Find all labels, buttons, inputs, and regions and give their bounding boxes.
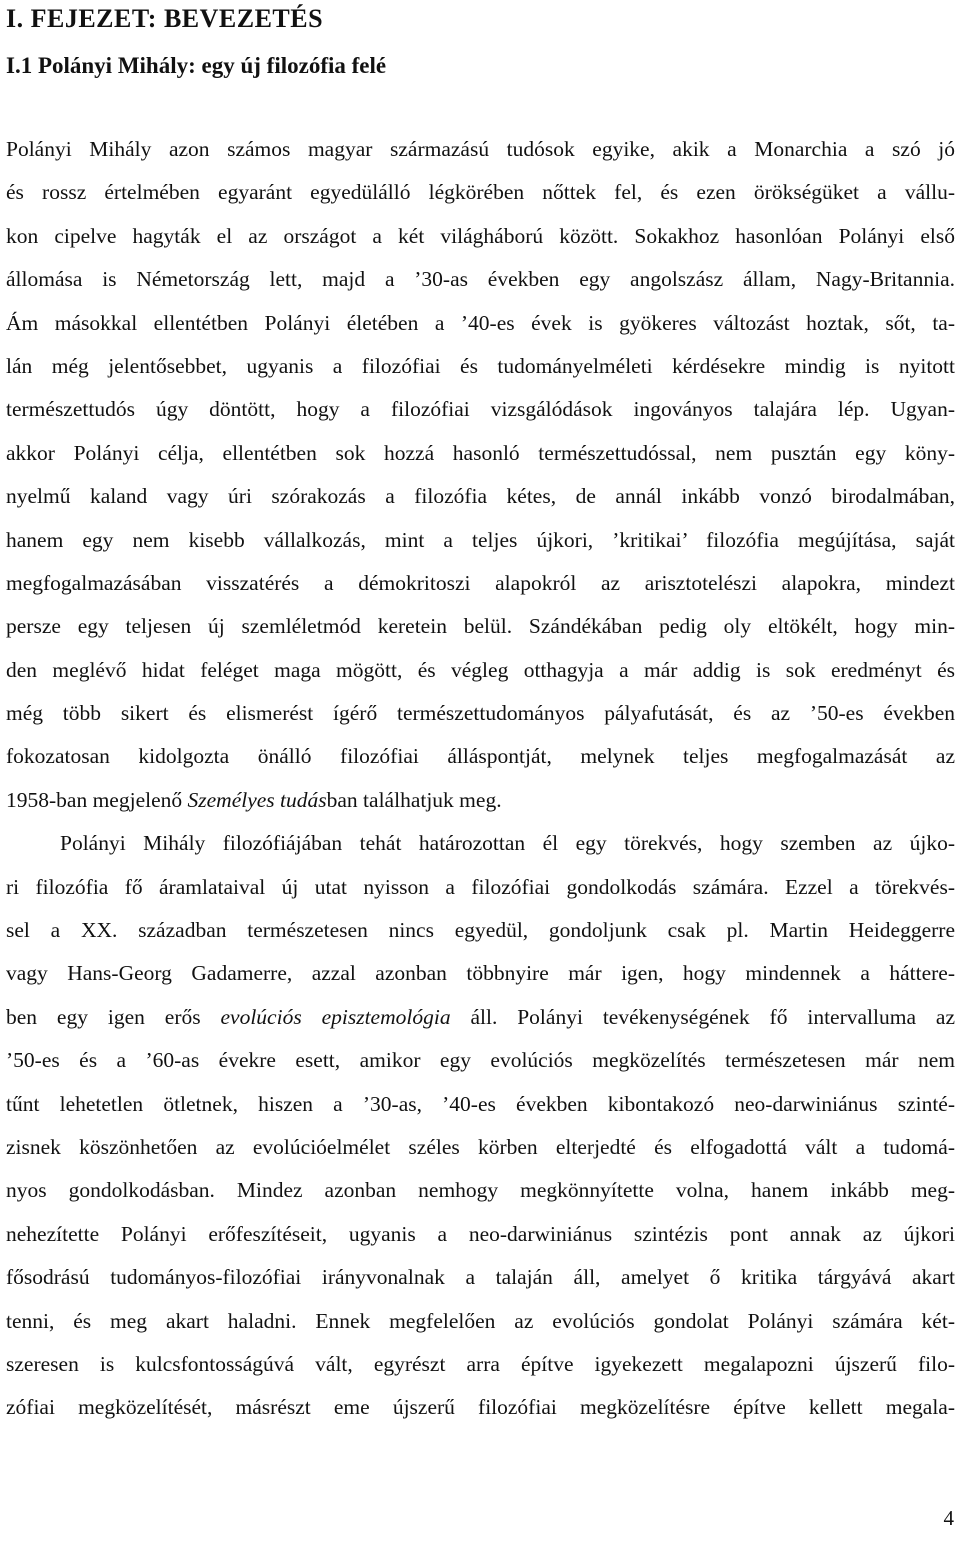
text-line: megfogalmazásában visszatérés a démokritoszi alapokról az arisztotelészi alapokra, mindezt <box>6 570 955 595</box>
text-line: persze egy teljesen új szemléletmód keretein belül. Szándékában pedig oly eltökélt, hogy min- <box>6 614 955 639</box>
text-fragment: áll. Polányi tevékenységének fő intervalluma az <box>450 1004 955 1029</box>
text-line: Ám másokkal ellentétben Polányi életében a ’40-es évek is gyökeres változást hoztak, sőt, ta- <box>6 310 955 335</box>
text-fragment: ben egy igen erős <box>6 1004 221 1029</box>
text-line: nehezítette Polányi erőfeszítéseit, ugyanis a neo-darwiniánus szintézis pont annak az újkori <box>6 1221 955 1246</box>
body-text <box>6 128 955 1430</box>
text-line: lán még jelentősebbet, ugyanis a filozófiai és tudományelméleti kérdésekre mindig is nyitott <box>6 353 955 378</box>
text-line <box>6 779 955 822</box>
text-line: szeresen is kulcsfontosságúvá vált, egyrészt arra építve igyekezett megalapozni újszerű filo- <box>6 1351 955 1376</box>
text-line: Polányi Mihály filozófiájában tehát határozottan él egy törekvés, hogy szemben az újko- <box>60 831 955 856</box>
text-line: ’50-es és a ’60-as évekre esett, amikor egy evolúciós megközelítés természetesen már nem <box>6 1048 955 1073</box>
text-line <box>6 996 955 1039</box>
section-title: I.1 Polányi Mihály: egy új filozófia felé <box>6 53 387 78</box>
text-line: tenni, és meg akart haladni. Ennek megfelelően az evolúciós gondolat Polányi számára két- <box>6 1308 955 1333</box>
text-line: ri filozófia fő áramlataival új utat nyisson a filozófiai gondolkodás számára. Ezzel a törekvés- <box>6 874 955 899</box>
text-line: sel a XX. században természetesen nincs egyedül, gondoljunk csak pl. Martin Heideggerre <box>6 918 955 943</box>
text-line: nyelmű kaland vagy úri szórakozás a filozófia kétes, de annál inkább vonzó birodalmában, <box>6 484 955 509</box>
text-line: kon cipelve hagyták el az országot a két világháború között. Sokakhoz hasonlóan Polányi első <box>6 223 955 248</box>
text-line: vagy Hans-Georg Gadamerre, azzal azonban többnyire már igen, hogy mindennek a háttere- <box>6 961 955 986</box>
text-line: Polányi Mihály azon számos magyar származású tudósok egyike, akik a Monarchia a szó jó <box>6 137 955 161</box>
text-line: és rossz értelmében egyaránt egyedülálló légkörében nőttek fel, és ezen örökségüket a vállu- <box>6 180 955 205</box>
book-title-italic: Személyes tudás <box>187 787 327 812</box>
text-line: még több sikert és elismerést ígérő természettudományos pályafutását, és az ’50-es években <box>6 701 955 726</box>
term-italic: evolúciós episztemológia <box>220 1004 451 1029</box>
text-line: fokozatosan kidolgozta önálló filozófiai álláspontját, melynek teljes megfogalmazását az <box>6 744 955 769</box>
page-number: 4 <box>943 1506 954 1530</box>
text-line: nyos gondolkodásban. Mindez azonban nemhogy megkönnyítette volna, hanem inkább meg- <box>6 1178 955 1203</box>
text-line: tűnt lehetetlen ötletnek, hiszen a ’30-as, ’40-es években kibontakozó neo-darwiniánus szinté- <box>6 1091 955 1116</box>
text-line: den meglévő hidat feléget maga mögött, és végleg otthagyja a már addig is sok eredményt és <box>6 657 955 682</box>
text-line: fősodrású tudományos-filozófiai irányvonalnak a talaján áll, amelyet ő kritika tárgyává akart <box>6 1265 955 1290</box>
paragraph-1 <box>6 128 955 822</box>
text-line: zisnek köszönhetően az evolúcióelmélet széles körben elterjedté és elfogadottá vált a tudomá- <box>6 1134 955 1159</box>
text-line: természettudós úgy döntött, hogy a filozófiai vizsgálódások ingoványos talajára lép. Ugyan- <box>6 397 955 422</box>
text-line: zófiai megközelítését, másrészt eme újszerű filozófiai megközelítésre építve kellett megala- <box>6 1395 955 1420</box>
text-line: hanem egy nem kisebb vállalkozás, mint a teljes újkori, ’kritikai’ filozófia megújítása, saját <box>6 527 955 552</box>
text-line: állomása is Németország lett, majd a ’30-as években egy angolszász állam, Nagy-Britannia. <box>6 267 955 292</box>
text-line: akkor Polányi célja, ellentétben sok hozzá hasonló természettudóssal, nem pusztán egy köny- <box>6 440 955 465</box>
text-fragment: 1958-ban megjelenő <box>6 787 188 812</box>
text-fragment: ban találhatjuk meg. <box>326 787 502 812</box>
chapter-title: I. FEJEZET: BEVEZETÉS <box>6 4 324 33</box>
paragraph-2 <box>6 822 955 1429</box>
